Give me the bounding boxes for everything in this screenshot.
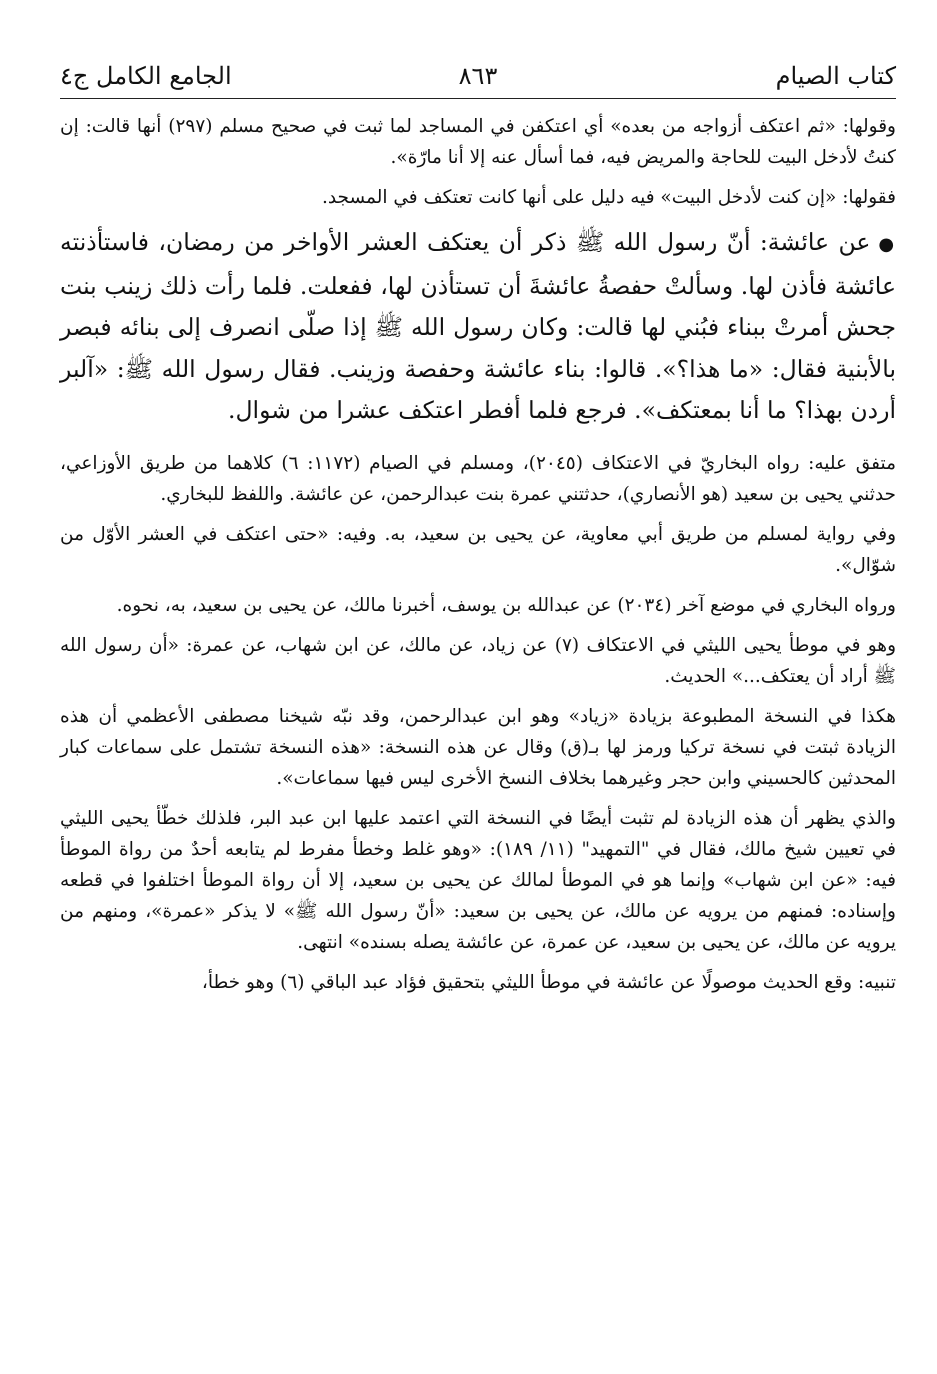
page-body [60, 111, 896, 998]
paragraph-bukhari-narration: ورواه البخاري في موضع آخر (٢٠٣٤) عن عبدالله بن يوسف، أخبرنا مالك، عن يحيى بن سعيد، به، نحوه. [116, 594, 896, 616]
page-number: ٨٦٣ [458, 62, 498, 90]
paragraph-commentary-2: فقولها: «إن كنت لأدخل البيت» فيه دليل على أنها كانت تعتكف في المسجد. [321, 187, 896, 208]
chapter-title: كتاب الصيام [775, 62, 896, 90]
paragraph-muwatta: وهو في موطأ يحيى الليثي في الاعتكاف (٧) عن زياد، عن مالك، عن ابن شهاب، عن عمرة: «أن رسول الله ﷺ أراد أن يعتكف...» الحديث. [60, 634, 896, 687]
paragraph-commentary-1: وقولها: «ثم اعتكف أزواجه من بعده» أي اعتكفن في المساجد لما ثبت في صحيح مسلم (٢٩٧) أنها قالت: إن كنتُ لأدخل البيت للحاجة والمريض فيه، فما أسأل عنه إلا أنا مارّة». [60, 116, 896, 168]
bullet-icon: ● [878, 234, 896, 255]
paragraph-ibn-abd-al-barr: والذي يظهر أن هذه الزيادة لم تثبت أيضًا في النسخة التي اعتمد عليها ابن عبد البر، فلذلك خطّأ يحيى الليثي في تعيين شيخ مالك، فقال في "التمهيد" (١١/ ١٨٩): «وهو غلط وخطأ مفرط لم يتابعه أحدٌ من رواة الموطأ فيه: «عن ابن شهاب» وإنما هو في الموطأ لمالك عن يحيى بن سعيد، إلا أن رواة الموطأ اختلفوا في قطعه وإسناده: فمنهم من يرويه عن مالك، عن يحيى بن سعيد: «أنّ رسول الله ﷺ» لا يذكر «عمرة»، ومنهم من يرويه عن مالك، عن يحيى بن سعيد، عن عمرة، عن عائشة يصله بسنده» انتهى. [60, 807, 896, 953]
hadith-body: عن عائشة: أنّ رسول الله ﷺ ذكر أن يعتكف العشر الأواخر من رمضان، فاستأذنته عائشة فأذن لها. وسألتْ حفصةُ عائشةَ أن تستأذن لها، ففعلت. فلما رأت ذلك زينب بنت جحش أمرتْ ببناء فبُني لها قالت: وكان رسول الله ﷺ إذا صلّى انصرف إلى بنائه فبصر بالأبنية فقال: «ما هذا؟». قالوا: بناء عائشة وحفصة وزينب. فقال رسول الله ﷺ: «آلبر أردن بهذا؟ ما أنا بمعتكف». فرجع فلما أفطر اعتكف عشرا من شوال. [60, 228, 896, 424]
book-page [60, 58, 896, 1007]
book-title: الجامع الكامل ج٤ [60, 62, 232, 90]
paragraph-muslim-narration: وفي رواية لمسلم من طريق أبي معاوية، عن يحيى بن سعيد، به. وفيه: «حتى اعتكف في العشر الأوّل من شوّال». [60, 523, 896, 576]
page-header [60, 58, 896, 99]
paragraph-warning: تنبيه: وقع الحديث موصولًا عن عائشة في موطأ الليثي بتحقيق فؤاد عبد الباقي (٦) وهو خطأ، [201, 971, 896, 993]
paragraph-takhrij: متفق عليه: رواه البخاريّ في الاعتكاف (٢٠٤٥)، ومسلم في الصيام (١١٧٢: ٦) كلاهما من طريق الأوزاعي، حدثني يحيى بن سعيد (هو الأنصاري)، حدثتني عمرة بنت عبدالرحمن، عن عائشة. واللفظ للبخاري. [60, 452, 896, 505]
hadith-text [60, 222, 896, 432]
paragraph-manuscript-note: هكذا في النسخة المطبوعة بزيادة «زياد» وهو ابن عبدالرحمن، وقد نبّه شيخنا مصطفى الأعظمي أن هذه الزيادة ثبتت في نسخة تركيا ورمز لها بـ(ق) وقال عن هذه النسخة: «هذه النسخة تشتمل على سماعات كبار المحدثين كالحسيني وابن حجر وغيرهما بخلاف النسخ الأخرى ليس فيها سماعات». [60, 705, 896, 789]
